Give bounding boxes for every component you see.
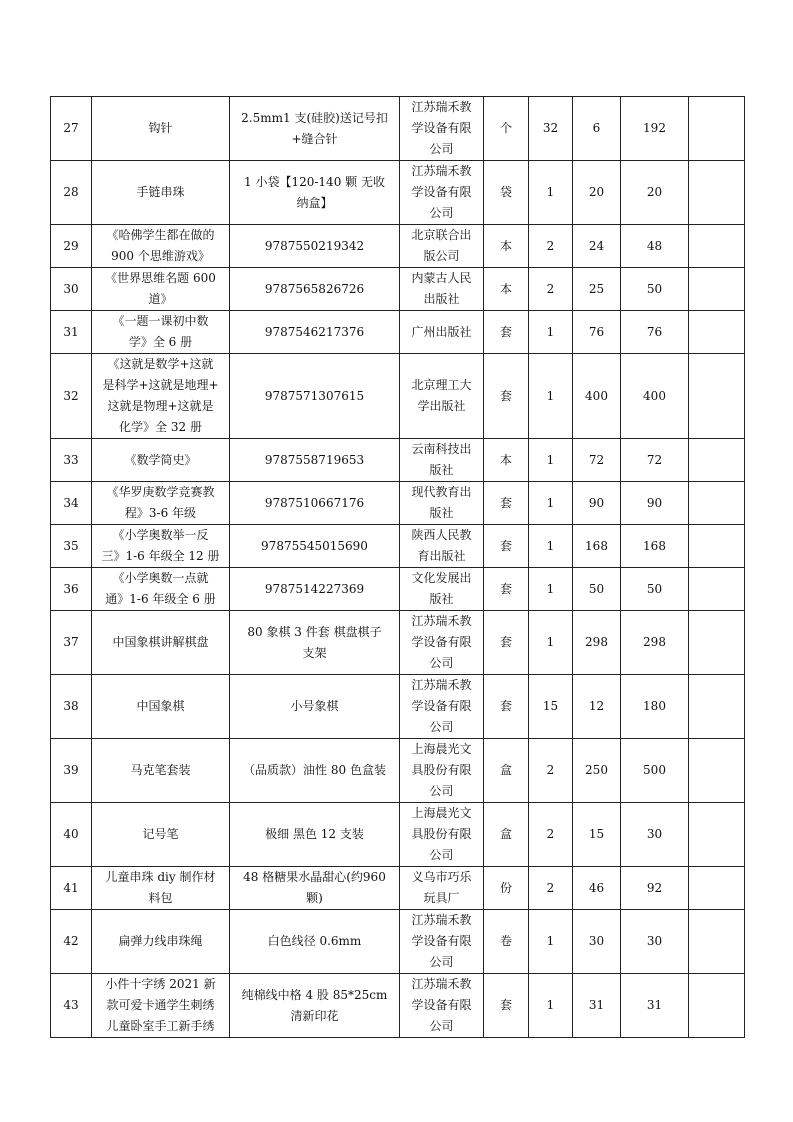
cell-price: 25 xyxy=(573,268,621,311)
cell-vendor xyxy=(400,97,484,161)
cell-spec-line: 白色线径 0.6mm xyxy=(267,934,362,948)
cell-vendor-line: 版社 xyxy=(429,463,454,477)
cell-unit: 套 xyxy=(484,974,529,1038)
cell-unit: 套 xyxy=(484,311,529,354)
cell-spec xyxy=(230,97,400,161)
cell-qty: 2 xyxy=(529,803,573,867)
cell-unit: 袋 xyxy=(484,161,529,225)
cell-spec-line: 80 象棋 3 件套 棋盘棋子 xyxy=(247,624,382,639)
table-row xyxy=(51,97,745,161)
cell-note xyxy=(689,439,745,482)
cell-note xyxy=(689,525,745,568)
cell-note xyxy=(689,161,745,225)
cell-qty: 32 xyxy=(529,97,573,161)
cell-vendor-line: 版社 xyxy=(429,506,454,520)
cell-total: 400 xyxy=(621,354,689,439)
cell-price: 20 xyxy=(573,161,621,225)
cell-name-line: 《小学奥数一点就 xyxy=(112,571,209,585)
cell-vendor-line: 版公司 xyxy=(423,249,460,263)
cell-unit: 份 xyxy=(484,867,529,910)
cell-price: 168 xyxy=(573,525,621,568)
table-row xyxy=(51,525,745,568)
cell-qty: 1 xyxy=(529,525,573,568)
cell-unit: 套 xyxy=(484,568,529,611)
cell-no: 30 xyxy=(51,268,92,311)
cell-name-line: 这就是物理+这就是 xyxy=(107,399,214,413)
cell-spec-line: 9787510667176 xyxy=(264,495,365,510)
cell-qty: 2 xyxy=(529,268,573,311)
cell-spec xyxy=(230,525,400,568)
cell-spec xyxy=(230,311,400,354)
cell-spec xyxy=(230,611,400,675)
cell-vendor-line: 学设备有限 xyxy=(411,998,472,1012)
cell-qty: 2 xyxy=(529,867,573,910)
cell-unit: 个 xyxy=(484,97,529,161)
cell-name xyxy=(92,568,230,611)
cell-vendor-line: 公司 xyxy=(429,206,454,220)
cell-no: 29 xyxy=(51,225,92,268)
cell-vendor-line: 育出版社 xyxy=(417,549,466,563)
cell-no: 38 xyxy=(51,675,92,739)
cell-price: 12 xyxy=(573,675,621,739)
cell-unit: 卷 xyxy=(484,910,529,974)
cell-name-line: 《小学奥数举一反 xyxy=(112,528,209,542)
cell-vendor xyxy=(400,482,484,525)
cell-name-line: 《一题一课初中数 xyxy=(112,314,209,328)
table-row xyxy=(51,439,745,482)
cell-unit: 套 xyxy=(484,525,529,568)
cell-price: 50 xyxy=(573,568,621,611)
cell-spec xyxy=(230,268,400,311)
cell-spec xyxy=(230,482,400,525)
cell-spec-line: （品质款）油性 80 色盒装 xyxy=(243,763,386,777)
cell-spec xyxy=(230,867,400,910)
cell-price: 400 xyxy=(573,354,621,439)
table-row xyxy=(51,482,745,525)
cell-total: 31 xyxy=(621,974,689,1038)
cell-name-line: 学》全 6 册 xyxy=(128,335,193,349)
cell-vendor-line: 江苏瑞禾教 xyxy=(411,614,472,628)
cell-unit: 本 xyxy=(484,268,529,311)
cell-name xyxy=(92,867,230,910)
cell-spec xyxy=(230,974,400,1038)
cell-unit: 盒 xyxy=(484,803,529,867)
cell-vendor-line: 学设备有限 xyxy=(411,121,472,135)
cell-name-line: 款可爱卡通学生刺绣 xyxy=(106,998,215,1012)
cell-price: 24 xyxy=(573,225,621,268)
cell-note xyxy=(689,225,745,268)
cell-name-line: 中国象棋讲解棋盘 xyxy=(112,635,209,649)
cell-spec-line: +缝合针 xyxy=(291,131,338,146)
table-row xyxy=(51,910,745,974)
cell-qty: 1 xyxy=(529,568,573,611)
cell-total: 30 xyxy=(621,910,689,974)
cell-vendor-line: 公司 xyxy=(429,784,454,798)
cell-vendor-line: 具股份有限 xyxy=(411,827,472,841)
cell-vendor-line: 学出版社 xyxy=(417,399,466,413)
cell-vendor-line: 公司 xyxy=(429,656,454,670)
cell-vendor xyxy=(400,225,484,268)
cell-price: 30 xyxy=(573,910,621,974)
cell-vendor xyxy=(400,439,484,482)
cell-unit: 套 xyxy=(484,354,529,439)
cell-qty: 1 xyxy=(529,439,573,482)
cell-name-line: 手链串珠 xyxy=(136,185,185,199)
table-row xyxy=(51,354,745,439)
cell-spec-line: 纯棉线中格 4 股 85*25cm xyxy=(241,987,388,1002)
cell-total: 92 xyxy=(621,867,689,910)
cell-total: 48 xyxy=(621,225,689,268)
cell-note xyxy=(689,974,745,1038)
cell-vendor-line: 公司 xyxy=(429,720,454,734)
cell-vendor xyxy=(400,525,484,568)
table-row xyxy=(51,611,745,675)
cell-total: 192 xyxy=(621,97,689,161)
cell-vendor xyxy=(400,311,484,354)
cell-name-line: 《这就是数学+这就 xyxy=(107,357,214,371)
cell-name xyxy=(92,97,230,161)
cell-no: 41 xyxy=(51,867,92,910)
cell-total: 50 xyxy=(621,268,689,311)
cell-total: 168 xyxy=(621,525,689,568)
table-row xyxy=(51,675,745,739)
cell-note xyxy=(689,675,745,739)
cell-name-line: 通》1-6 年级全 6 册 xyxy=(105,592,216,606)
cell-vendor-line: 云南科技出 xyxy=(411,442,472,456)
cell-no: 40 xyxy=(51,803,92,867)
cell-no: 27 xyxy=(51,97,92,161)
cell-spec xyxy=(230,354,400,439)
cell-price: 15 xyxy=(573,803,621,867)
cell-total: 180 xyxy=(621,675,689,739)
cell-total: 500 xyxy=(621,739,689,803)
cell-price: 76 xyxy=(573,311,621,354)
cell-note xyxy=(689,867,745,910)
cell-vendor-line: 江苏瑞禾教 xyxy=(411,977,472,991)
cell-name-line: 程》3-6 年级 xyxy=(124,506,197,520)
cell-no: 42 xyxy=(51,910,92,974)
cell-note xyxy=(689,354,745,439)
cell-unit: 本 xyxy=(484,439,529,482)
cell-vendor-line: 玩具厂 xyxy=(423,891,460,905)
cell-price: 90 xyxy=(573,482,621,525)
cell-name-line: 扁弹力线串珠绳 xyxy=(118,934,203,948)
cell-price: 46 xyxy=(573,867,621,910)
cell-spec xyxy=(230,675,400,739)
table-row xyxy=(51,268,745,311)
cell-vendor-line: 江苏瑞禾教 xyxy=(411,678,472,692)
cell-qty: 1 xyxy=(529,354,573,439)
cell-vendor-line: 内蒙古人民 xyxy=(411,271,472,285)
cell-name xyxy=(92,354,230,439)
cell-vendor-line: 学设备有限 xyxy=(411,699,472,713)
cell-vendor-line: 江苏瑞禾教 xyxy=(411,913,472,927)
cell-name-line: 钩针 xyxy=(148,121,173,135)
cell-spec xyxy=(230,225,400,268)
cell-name-line: 三》1-6 年级全 12 册 xyxy=(101,549,220,563)
cell-no: 32 xyxy=(51,354,92,439)
cell-qty: 1 xyxy=(529,910,573,974)
cell-spec-line: 清新印花 xyxy=(290,1008,339,1023)
cell-name-line: 小件十字绣 2021 新 xyxy=(105,977,216,991)
cell-note xyxy=(689,482,745,525)
cell-total: 90 xyxy=(621,482,689,525)
cell-no: 35 xyxy=(51,525,92,568)
cell-name xyxy=(92,525,230,568)
cell-vendor-line: 北京理工大 xyxy=(411,378,472,392)
cell-name xyxy=(92,439,230,482)
cell-vendor xyxy=(400,803,484,867)
cell-vendor xyxy=(400,675,484,739)
cell-vendor xyxy=(400,611,484,675)
cell-name xyxy=(92,910,230,974)
cell-vendor-line: 公司 xyxy=(429,955,454,969)
cell-spec-line: 97875545015690 xyxy=(261,538,368,553)
cell-name xyxy=(92,268,230,311)
cell-note xyxy=(689,268,745,311)
table-row xyxy=(51,225,745,268)
table-row xyxy=(51,161,745,225)
cell-vendor-line: 学设备有限 xyxy=(411,185,472,199)
cell-name xyxy=(92,161,230,225)
cell-name-line: 化学》全 32 册 xyxy=(119,420,202,434)
cell-price: 31 xyxy=(573,974,621,1038)
cell-name-line: 900 个思维游戏》 xyxy=(111,249,210,263)
cell-spec xyxy=(230,803,400,867)
cell-total: 72 xyxy=(621,439,689,482)
cell-name xyxy=(92,311,230,354)
cell-spec xyxy=(230,439,400,482)
cell-spec-line: 48 格糖果水晶甜心(约960 xyxy=(243,870,386,884)
cell-unit: 本 xyxy=(484,225,529,268)
cell-name xyxy=(92,611,230,675)
cell-total: 76 xyxy=(621,311,689,354)
cell-note xyxy=(689,611,745,675)
cell-vendor xyxy=(400,974,484,1038)
cell-qty: 2 xyxy=(529,739,573,803)
cell-name-line: 记号笔 xyxy=(142,827,179,841)
cell-vendor-line: 江苏瑞禾教 xyxy=(411,164,472,178)
cell-spec xyxy=(230,910,400,974)
cell-spec-line: 9787550219342 xyxy=(264,238,365,253)
table-row xyxy=(51,867,745,910)
table-row xyxy=(51,311,745,354)
cell-vendor xyxy=(400,268,484,311)
cell-name-line: 马克笔套装 xyxy=(130,763,191,777)
cell-qty: 1 xyxy=(529,311,573,354)
cell-spec-line: 极细 黑色 12 支装 xyxy=(265,827,364,841)
table-row xyxy=(51,739,745,803)
cell-vendor-line: 广州出版社 xyxy=(411,324,472,339)
cell-price: 72 xyxy=(573,439,621,482)
cell-unit: 套 xyxy=(484,611,529,675)
cell-note xyxy=(689,910,745,974)
cell-name xyxy=(92,739,230,803)
cell-unit: 套 xyxy=(484,675,529,739)
cell-no: 36 xyxy=(51,568,92,611)
cell-note xyxy=(689,311,745,354)
cell-note xyxy=(689,97,745,161)
cell-spec-line: 支架 xyxy=(302,645,327,660)
cell-vendor-line: 义乌市巧乐 xyxy=(411,870,472,884)
cell-spec-line: 颗) xyxy=(306,891,323,905)
cell-vendor-line: 现代教育出 xyxy=(411,485,472,499)
cell-spec xyxy=(230,739,400,803)
cell-vendor-line: 版社 xyxy=(429,592,454,606)
cell-no: 31 xyxy=(51,311,92,354)
cell-name-line: 《世界思维名题 600 xyxy=(105,271,216,285)
cell-total: 50 xyxy=(621,568,689,611)
cell-price: 298 xyxy=(573,611,621,675)
cell-name xyxy=(92,803,230,867)
cell-name-line: 《数学简史》 xyxy=(124,452,197,467)
cell-spec xyxy=(230,568,400,611)
cell-total: 20 xyxy=(621,161,689,225)
cell-spec-line: 9787565826726 xyxy=(264,281,365,296)
cell-vendor xyxy=(400,354,484,439)
cell-note xyxy=(689,803,745,867)
cell-spec-line: 9787514227369 xyxy=(264,581,365,596)
cell-vendor-line: 出版社 xyxy=(423,292,460,306)
cell-unit: 盒 xyxy=(484,739,529,803)
cell-no: 43 xyxy=(51,974,92,1038)
cell-price: 250 xyxy=(573,739,621,803)
cell-spec-line: 纳盒】 xyxy=(296,195,333,210)
cell-vendor-line: 具股份有限 xyxy=(411,763,472,777)
cell-qty: 1 xyxy=(529,611,573,675)
cell-note xyxy=(689,568,745,611)
cell-spec-line: 小号象棋 xyxy=(290,699,339,713)
cell-name xyxy=(92,225,230,268)
cell-vendor-line: 学设备有限 xyxy=(411,934,472,948)
cell-no: 37 xyxy=(51,611,92,675)
cell-vendor xyxy=(400,910,484,974)
table-row xyxy=(51,803,745,867)
cell-qty: 2 xyxy=(529,225,573,268)
cell-name-line: 儿童串珠 diy 制作材 xyxy=(105,870,216,884)
cell-vendor-line: 陕西人民教 xyxy=(411,528,472,542)
cell-vendor-line: 文化发展出 xyxy=(411,571,472,585)
cell-no: 33 xyxy=(51,439,92,482)
cell-name-line: 《哈佛学生都在做的 xyxy=(106,228,215,242)
cell-vendor-line: 北京联合出 xyxy=(411,228,472,242)
table-row xyxy=(51,974,745,1038)
cell-vendor-line: 江苏瑞禾教 xyxy=(411,100,472,114)
cell-name-line: 道》 xyxy=(148,292,173,306)
cell-spec-line: 9787558719653 xyxy=(264,452,365,467)
cell-total: 298 xyxy=(621,611,689,675)
cell-qty: 1 xyxy=(529,161,573,225)
cell-name xyxy=(92,675,230,739)
cell-vendor xyxy=(400,161,484,225)
cell-spec xyxy=(230,161,400,225)
cell-name-line: 料包 xyxy=(148,891,173,905)
cell-vendor-line: 公司 xyxy=(429,1019,454,1033)
cell-name-line: 是科学+这就是地理+ xyxy=(102,378,219,392)
table-body xyxy=(51,97,745,1038)
cell-no: 39 xyxy=(51,739,92,803)
cell-qty: 1 xyxy=(529,482,573,525)
cell-vendor-line: 上海晨光文 xyxy=(411,806,472,820)
cell-spec-line: 9787571307615 xyxy=(264,388,365,403)
cell-name-line: 儿童卧室手工新手绣 xyxy=(106,1019,215,1033)
cell-total: 30 xyxy=(621,803,689,867)
cell-vendor-line: 公司 xyxy=(429,142,454,156)
cell-qty: 1 xyxy=(529,974,573,1038)
cell-name-line: 《华罗庚数学竞赛教 xyxy=(106,485,215,499)
cell-vendor-line: 学设备有限 xyxy=(411,635,472,649)
cell-price: 6 xyxy=(573,97,621,161)
cell-vendor xyxy=(400,568,484,611)
cell-spec-line: 9787546217376 xyxy=(264,324,365,339)
cell-note xyxy=(689,739,745,803)
cell-no: 28 xyxy=(51,161,92,225)
cell-unit: 套 xyxy=(484,482,529,525)
cell-name xyxy=(92,482,230,525)
cell-vendor xyxy=(400,739,484,803)
cell-spec-line: 1 小袋【120-140 颗 无收 xyxy=(244,174,385,189)
cell-spec-line: 2.5mm1 支(硅胶)送记号扣 xyxy=(241,110,388,125)
cell-vendor xyxy=(400,867,484,910)
table-row xyxy=(51,568,745,611)
cell-name xyxy=(92,974,230,1038)
cell-name-line: 中国象棋 xyxy=(136,699,185,713)
cell-no: 34 xyxy=(51,482,92,525)
cell-vendor-line: 上海晨光文 xyxy=(411,742,472,756)
cell-vendor-line: 公司 xyxy=(429,848,454,862)
cell-qty: 15 xyxy=(529,675,573,739)
items-table xyxy=(50,96,745,1038)
